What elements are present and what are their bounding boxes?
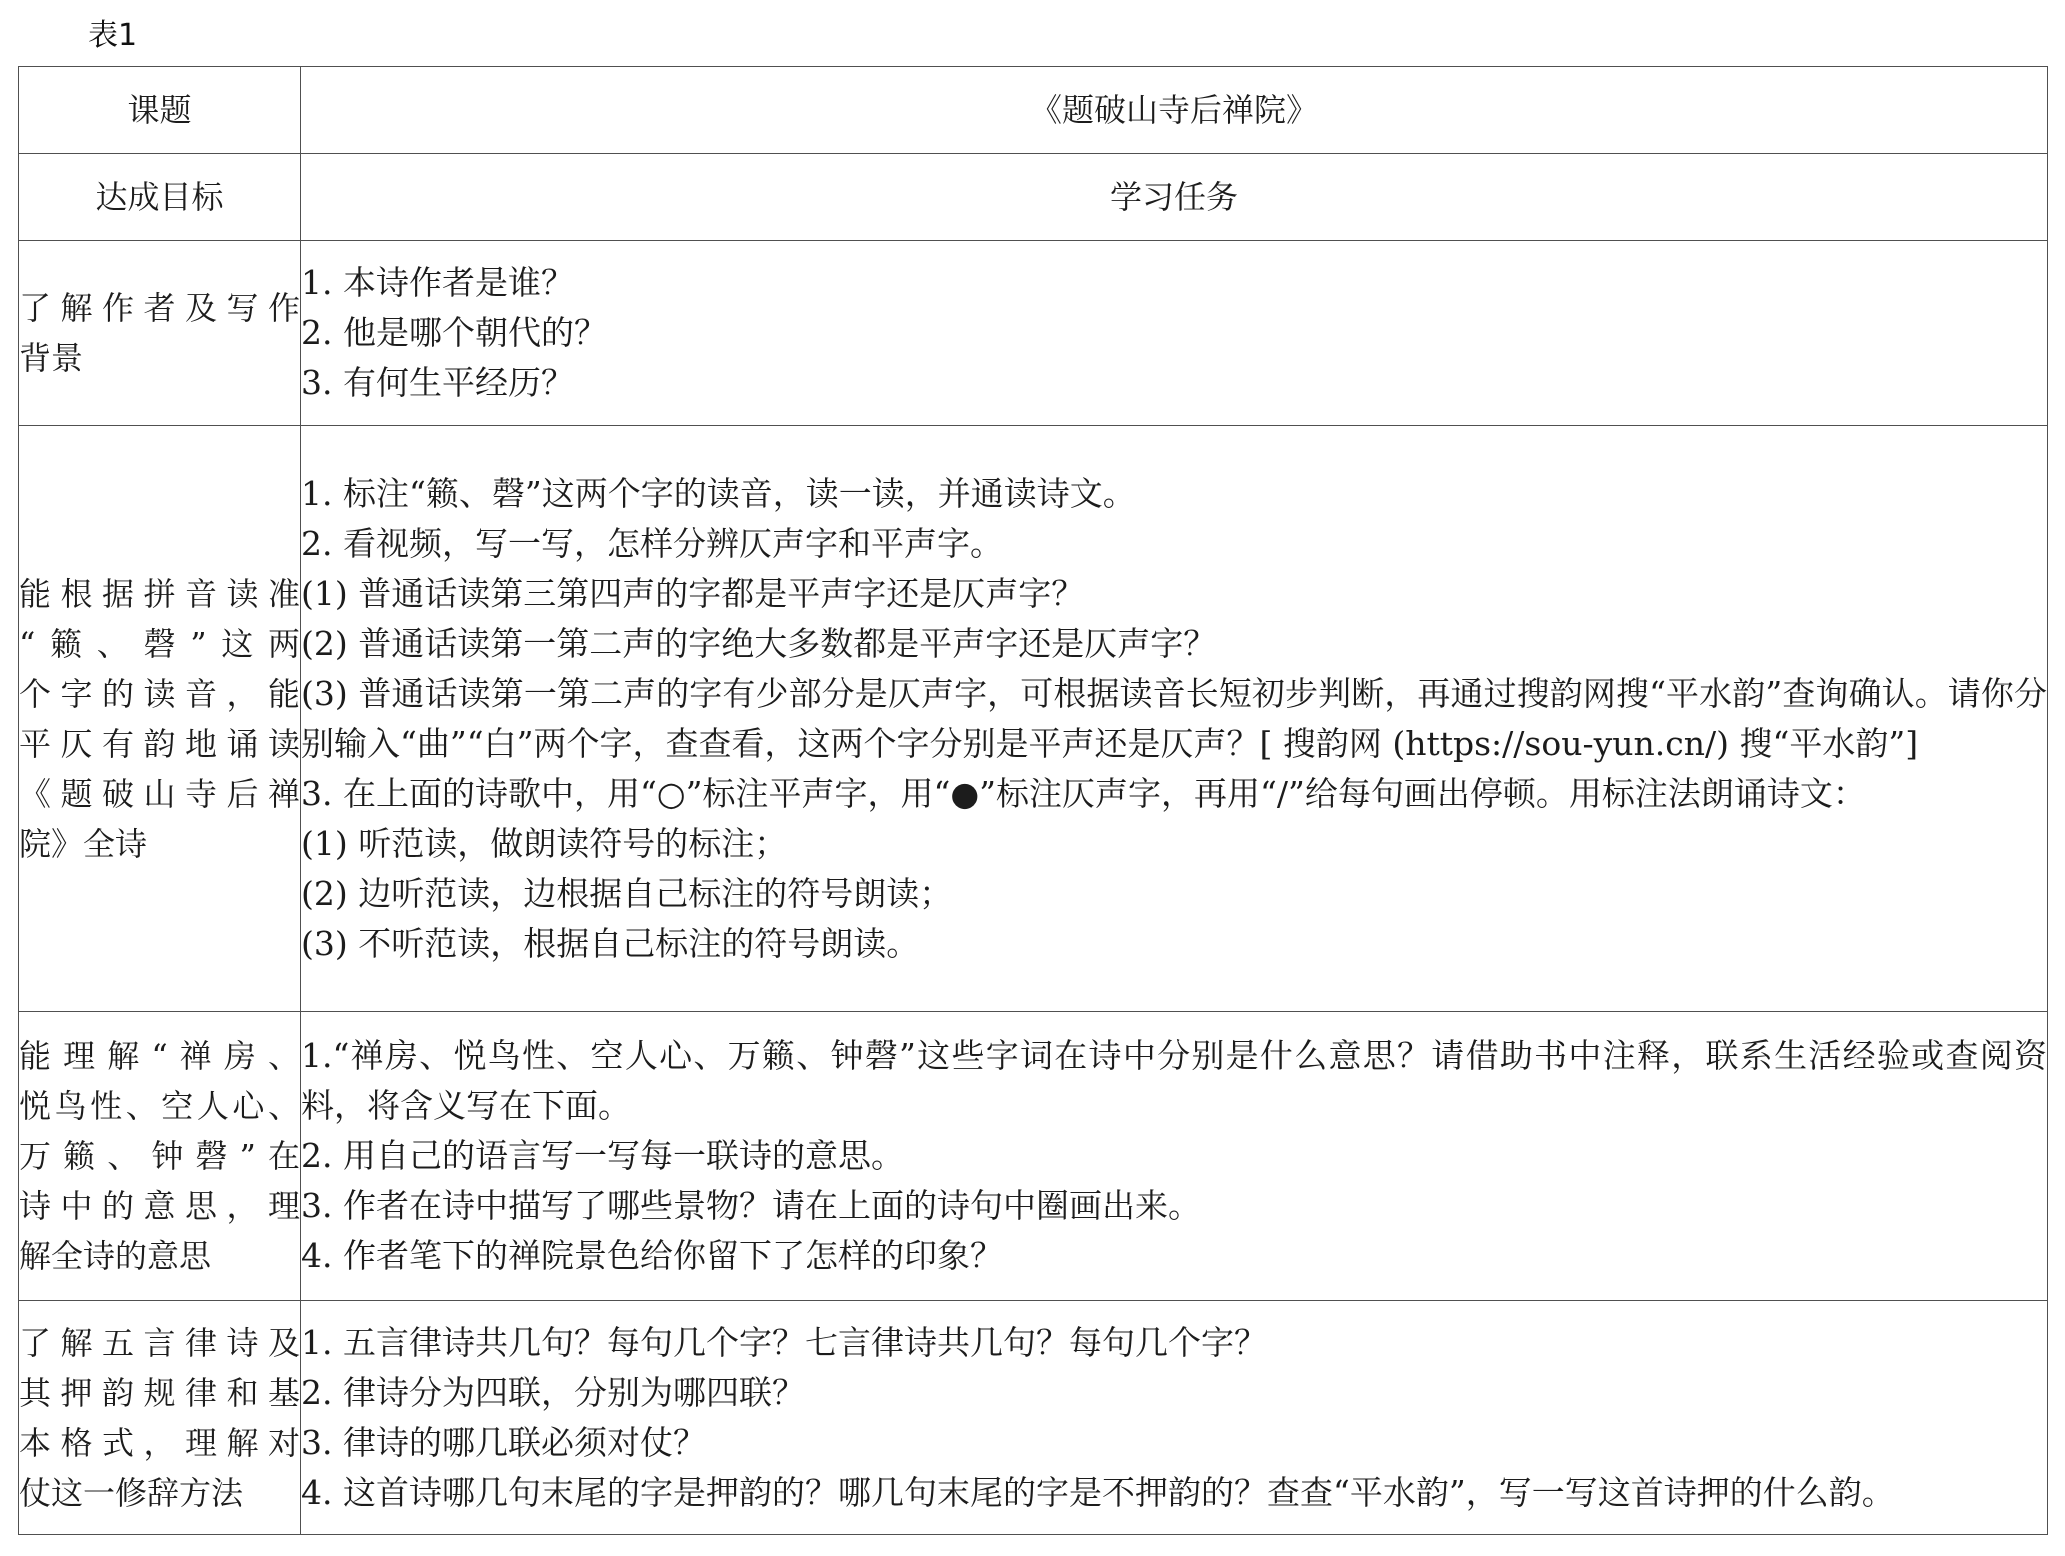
goal-line: 诗中的意思，理 [19,1187,300,1225]
task-cell [301,1012,2048,1301]
column-header-row [19,154,2048,241]
task-item: 3. 有何生平经历？ [301,363,574,402]
goal-line: “籁、磬”这两 [19,624,300,663]
table-caption: 表1 [88,18,138,53]
goal-line: 背景 [19,339,84,377]
task-item: 2. 用自己的语言写一写每一联诗的意思。 [301,1136,904,1175]
goal-line: 能理解“禅房、 [19,1037,300,1075]
goal-line: 悦鸟性、空人心、 [19,1087,300,1125]
goal-cell [19,241,301,426]
goal-line: 其押韵规律和基 [19,1373,300,1412]
task-cell [301,426,2048,1012]
goal-line: 本格式，理解对 [19,1423,300,1462]
table-header-group [19,67,2048,241]
goal-line: 了解作者及写作 [19,289,300,327]
table-body [19,241,2048,1535]
goal-line: 平仄有韵地诵读 [19,724,300,763]
table-row [19,241,2048,426]
task-item: (3) 不听范读，根据自己标注的符号朗读。 [301,923,920,963]
goal-line: 了解五言律诗及 [19,1323,300,1362]
goal-line: 解全诗的意思 [19,1237,212,1275]
goal-line: 万籁、钟磬”在 [19,1137,300,1175]
task-cell [301,1301,2048,1535]
task-item: 2. 看视频，写一写，怎样分辨仄声字和平声字。 [301,523,1003,563]
goal-line: 能根据拼音读准 [19,574,300,613]
goal-cell [19,426,301,1012]
task-item: 4. 作者笔下的禅院景色给你留下了怎样的印象？ [301,1236,1003,1275]
task-item: (1) 听范读，做朗读符号的标注； [301,823,788,863]
task-item: 2. 他是哪个朝代的？ [301,313,607,352]
task-item: 1. 五言律诗共几句？每句几个字？七言律诗共几句？每句几个字？ [301,1322,1267,1362]
goal-line: 个字的读音，能 [19,674,300,713]
goal-line: 院》全诗 [19,824,148,863]
topic-value: 《题破山寺后禅院》 [301,67,2048,154]
goal-cell [19,1301,301,1535]
table-row [19,1301,2048,1535]
task-item: 4. 这首诗哪几句末尾的字是押韵的？哪几句末尾的字是不押韵的？查查“平水韵”，写一写这首诗押的什么韵。 [301,1472,1895,1512]
task-item: 1.“禅房、悦鸟性、空人心、万籁、钟磬”这些字词在诗中分别是什么意思？请借助书中注释，联系生活经验或查阅资料，将含义写在下面。 [301,1036,2047,1125]
task-item: (2) 普通话读第一第二声的字绝大多数都是平声字还是仄声字？ [301,623,1217,663]
task-item: (1) 普通话读第三第四声的字都是平声字还是仄声字？ [301,573,1085,613]
goal-line: 《题破山寺后禅 [19,774,300,813]
goal-cell [19,1012,301,1301]
task-item: (2) 边听范读，边根据自己标注的符号朗读； [301,873,953,913]
task-item: 3. 律诗的哪几联必须对仗？ [301,1422,706,1462]
task-item: 1. 标注“籁、磬”这两个字的读音，读一读，并通读诗文。 [301,473,1136,513]
table-row [19,426,2048,1012]
task-item: 2. 律诗分为四联，分别为哪四联？ [301,1372,805,1412]
lesson-table [18,66,2048,1535]
topic-label: 课题 [19,67,301,154]
goal-column-header: 达成目标 [19,154,301,241]
task-item: 1. 本诗作者是谁？ [301,263,574,302]
task-item: 3. 在上面的诗歌中，用“○”标注平声字，用“●”标注仄声字，再用“/”给每句画出停顿。用标注法朗诵诗文： [301,773,1866,813]
topic-row [19,67,2048,154]
table-row [19,1012,2048,1301]
goal-line: 仗这一修辞方法 [19,1473,244,1512]
task-column-header: 学习任务 [301,154,2048,241]
task-item: 3. 作者在诗中描写了哪些景物？请在上面的诗句中圈画出来。 [301,1186,1201,1225]
task-item: (3) 普通话读第一第二声的字有少部分是仄声字，可根据读音长短初步判断，再通过搜韵网搜“平水韵”查询确认。请你分别输入“曲”“白”两个字，查查看，这两个字分别是平声还是仄声？[ 搜韵网 (https://sou-yun.cn/) 搜“平水韵”] [301,673,2047,763]
task-cell [301,241,2048,426]
